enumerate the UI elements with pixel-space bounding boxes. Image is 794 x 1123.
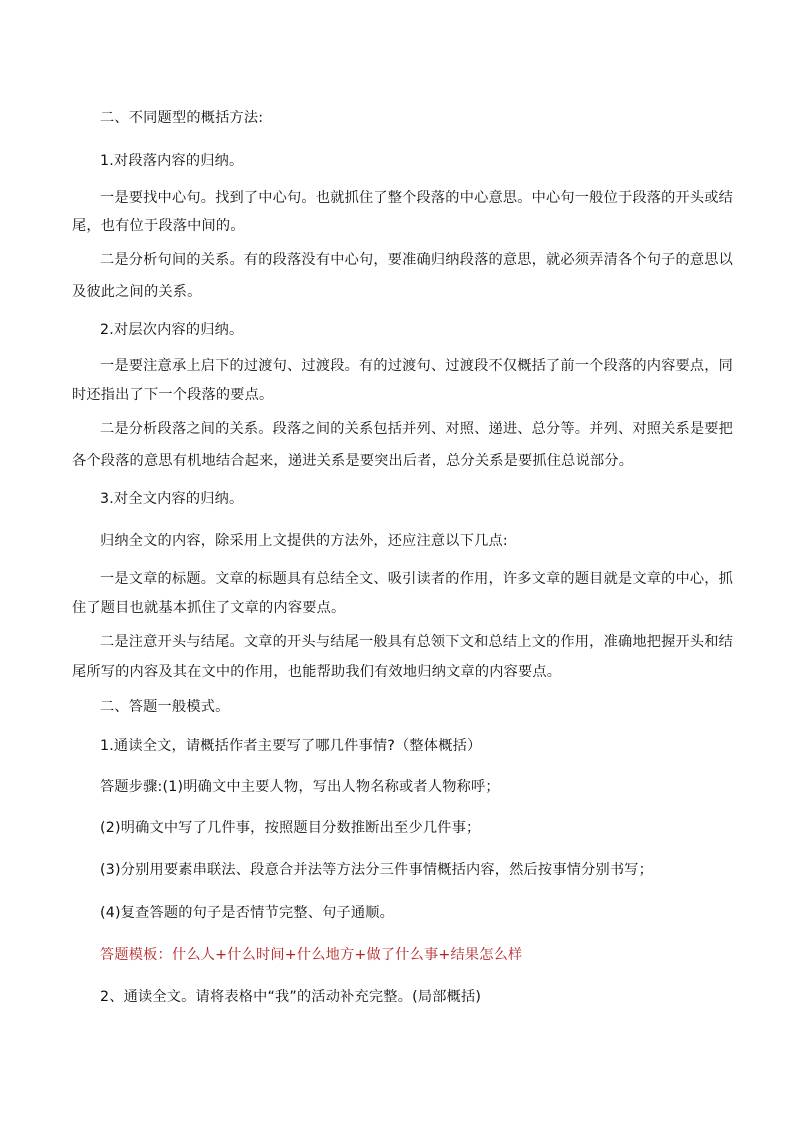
subheading-full-text-summary: 3.对全文内容的归纳。 xyxy=(100,491,244,507)
paragraph-text: 住了题目也就基本抓住了文章的内容要点。 xyxy=(72,600,346,616)
paragraph-text: 及彼此之间的关系。 xyxy=(72,284,202,300)
section-heading-methods: 二、不同题型的概括方法: xyxy=(100,110,264,126)
paragraph-text: 二是分析段落之间的关系。段落之间的关系包括并列、对照、递进、总分等。并列、对照关系是要把 xyxy=(100,421,734,437)
paragraph-text: 归纳全文的内容，除采用上文提供的方法外，还应注意以下几点: xyxy=(100,533,508,549)
paragraph-text: 一是要找中心句。找到了中心句。也就抓住了整个段落的中心意思。中心句一般位于段落的开头或结 xyxy=(100,190,734,206)
question-title: 2、通读全文。请将表格中“我”的活动补充完整。(局部概括) xyxy=(100,989,482,1005)
answer-step: (3)分别用要素串联法、段意合并法等方法分三件事情概括内容，然后按事情分别书写； xyxy=(100,862,654,878)
subheading-paragraph-summary: 1.对段落内容的归纳。 xyxy=(100,153,244,169)
question-title: 1.通读全文，请概括作者主要写了哪几件事情?（整体概括） xyxy=(100,738,482,754)
paragraph-text: 时还指出了下一个段落的要点。 xyxy=(72,387,274,403)
answer-step: (4)复查答题的句子是否情节完整、句子通顺。 xyxy=(100,905,395,921)
paragraph-text: 各个段落的意思有机地结合起来，递进关系是要突出后者，总分关系是要抓住总说部分。 xyxy=(72,453,634,469)
paragraph-text: 一是文章的标题。文章的标题具有总结全文、吸引读者的作用，许多文章的题目就是文章的中心，抓 xyxy=(100,571,734,587)
paragraph-text: 二是分析句间的关系。有的段落没有中心句，要准确归纳段落的意思，就必须弄清各个句子的意思以 xyxy=(100,252,734,268)
paragraph-text: 尾，也有位于段落中间的。 xyxy=(72,218,245,234)
paragraph-text: 尾所写的内容及其在文中的作用，也能帮助我们有效地归纳文章的内容要点。 xyxy=(72,664,562,680)
paragraph-text: 一是要注意承上启下的过渡句、过渡段。有的过渡句、过渡段不仅概括了前一个段落的内容要点，同 xyxy=(100,358,734,374)
paragraph-text: 二是注意开头与结尾。文章的开头与结尾一般具有总领下文和总结上文的作用，准确地把握开头和结 xyxy=(100,634,734,650)
section-heading-answer-patterns: 二、答题一般模式。 xyxy=(100,699,230,715)
answer-step: (2)明确文中写了几件事，按照题目分数推断出至少几件事； xyxy=(100,820,481,836)
answer-template: 答题模板：什么人+什么时间+什么地方+做了什么事+结果怎么样 xyxy=(100,947,523,963)
subheading-level-summary: 2.对层次内容的归纳。 xyxy=(100,322,244,338)
answer-step: 答题步骤:(1)明确文中主要人物，写出人物名称或者人物称呼； xyxy=(100,779,500,795)
